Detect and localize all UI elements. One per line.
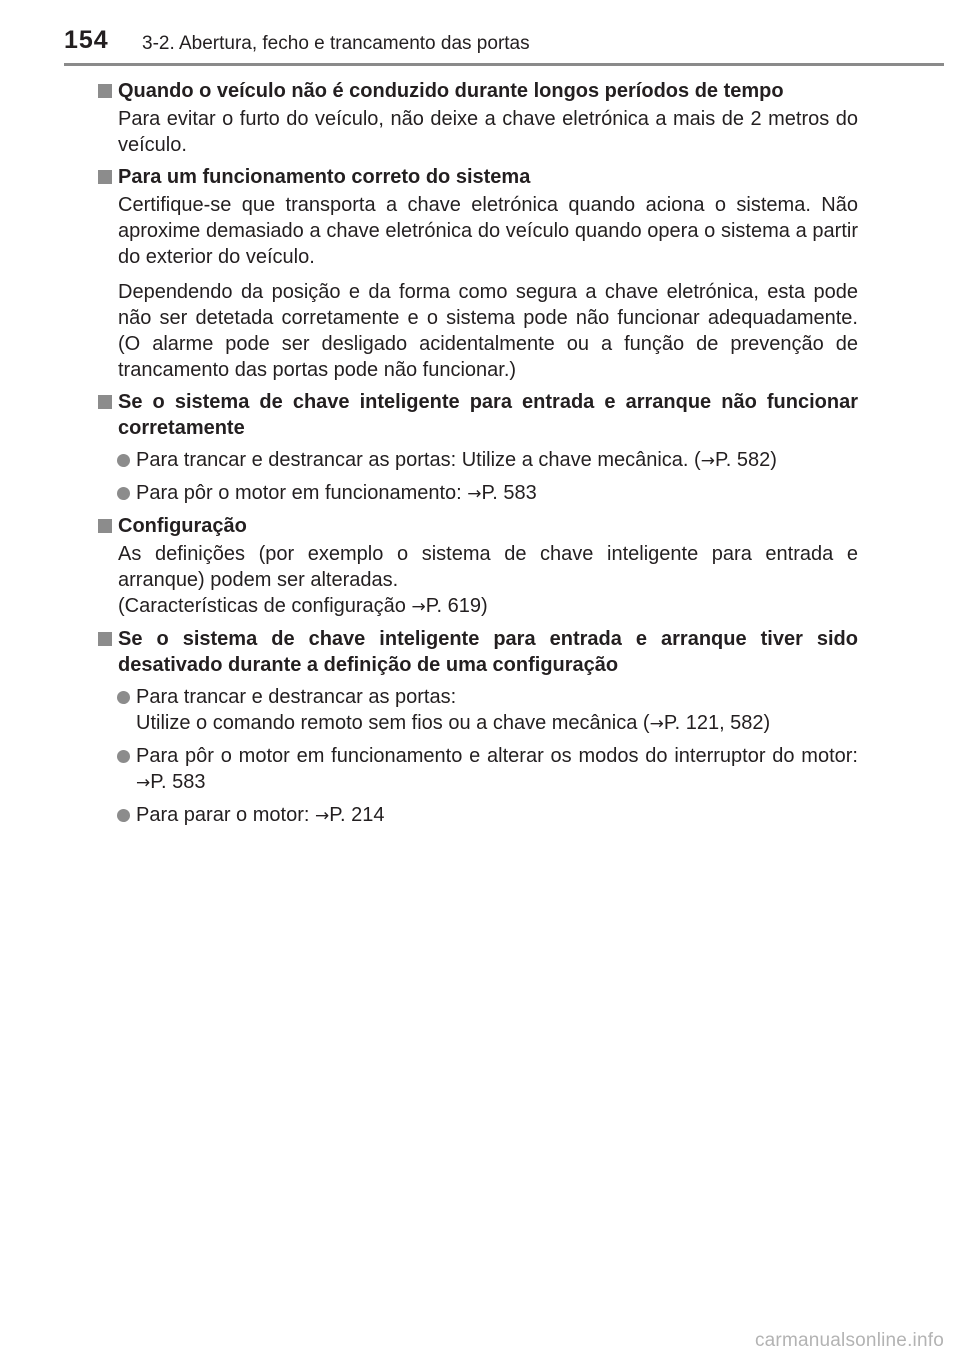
arrow-right-icon: → — [700, 451, 715, 471]
round-bullet-icon — [117, 750, 130, 763]
arrow-right-icon: → — [649, 714, 664, 734]
list-item — [96, 684, 858, 737]
heading-text: Se o sistema de chave inteligente para entrada e arranque tiver sido desativado durante a definição de uma configuração — [118, 628, 858, 676]
page-reference-link[interactable]: P. 583 — [150, 771, 206, 793]
page-reference-link[interactable]: P. 619) — [425, 595, 488, 617]
list-item-text: Para trancar e destrancar as portas: Utilize a chave mecânica. ( — [136, 449, 701, 471]
section-correct-operation — [96, 164, 858, 383]
round-bullet-icon — [117, 809, 130, 822]
section-heading — [96, 389, 858, 441]
page-header — [64, 24, 944, 64]
square-bullet-icon — [98, 632, 112, 646]
section-configuration — [96, 513, 858, 620]
list-item — [96, 447, 858, 474]
square-bullet-icon — [98, 170, 112, 184]
section-heading — [96, 164, 858, 190]
arrow-right-icon: → — [314, 806, 330, 826]
section-heading — [96, 626, 858, 678]
list-item-text: Para pôr o motor em funcionamento: — [136, 482, 468, 504]
header-divider — [64, 63, 944, 66]
square-bullet-icon — [98, 519, 112, 533]
paragraph — [96, 541, 858, 620]
list-item — [96, 743, 858, 796]
page-reference-link[interactable]: P. 214 — [329, 804, 385, 826]
list-item-text: Utilize o comando remoto sem fios ou a chave mecânica ( — [136, 712, 650, 734]
square-bullet-icon — [98, 84, 112, 98]
list-item-text: Para parar o motor: — [136, 804, 315, 826]
section-long-periods — [96, 78, 858, 158]
paragraph: Dependendo da posição e da forma como segura a chave eletrónica, esta pode não ser detetada corretamente e o sistema pode não funcionar adequadamente. (O alarme pode ser desligado acidentalmente ou a função de prevenção de trancamento das portas pode não funcionar.) — [118, 281, 858, 381]
arrow-right-icon: → — [411, 597, 426, 617]
arrow-right-icon: → — [136, 773, 151, 793]
watermark: carmanualsonline.info — [754, 1330, 944, 1351]
page-content — [96, 78, 858, 829]
arrow-right-icon: → — [467, 484, 482, 504]
list-item-text: Para pôr o motor em funcionamento e alterar os modos do interruptor do motor: — [136, 745, 858, 767]
list-item — [96, 480, 858, 507]
section-heading — [96, 513, 858, 539]
section-title: 3-2. Abertura, fecho e trancamento das portas — [142, 33, 530, 54]
heading-text: Para um funcionamento correto do sistema — [118, 166, 531, 188]
round-bullet-icon — [117, 691, 130, 704]
list-item-text: Para trancar e destrancar as portas: — [136, 686, 457, 708]
heading-text: Se o sistema de chave inteligente para entrada e arranque não funcionar corretamente — [118, 391, 858, 439]
heading-text: Configuração — [118, 515, 247, 537]
paragraph: Certifique-se que transporta a chave eletrónica quando aciona o sistema. Não aproxime demasiado a chave eletrónica do veículo quando opera o sistema a partir do exterior do veículo. — [118, 194, 858, 268]
paragraph-text: As definições (por exemplo o sistema de chave inteligente para entrada e arranque) podem ser alteradas. — [118, 543, 858, 591]
list-item-subline — [136, 710, 858, 737]
paragraph-reference-line — [118, 593, 858, 620]
paragraph: Para evitar o furto do veículo, não deixe a chave eletrónica a mais de 2 metros do veículo. — [118, 108, 858, 156]
page-reference-link[interactable]: P. 121, 582) — [663, 712, 771, 734]
round-bullet-icon — [117, 487, 130, 500]
page-reference-link[interactable]: P. 583 — [481, 482, 537, 504]
reference-text: (Características de configuração — [118, 595, 412, 617]
heading-text: Quando o veículo não é conduzido durante longos períodos de tempo — [118, 80, 784, 102]
section-system-not-working — [96, 389, 858, 507]
page-number: 154 — [64, 26, 109, 54]
list-item — [96, 802, 858, 829]
section-heading — [96, 78, 858, 104]
square-bullet-icon — [98, 395, 112, 409]
page-reference-link[interactable]: P. 582) — [714, 449, 777, 471]
round-bullet-icon — [117, 454, 130, 467]
section-system-deactivated — [96, 626, 858, 829]
